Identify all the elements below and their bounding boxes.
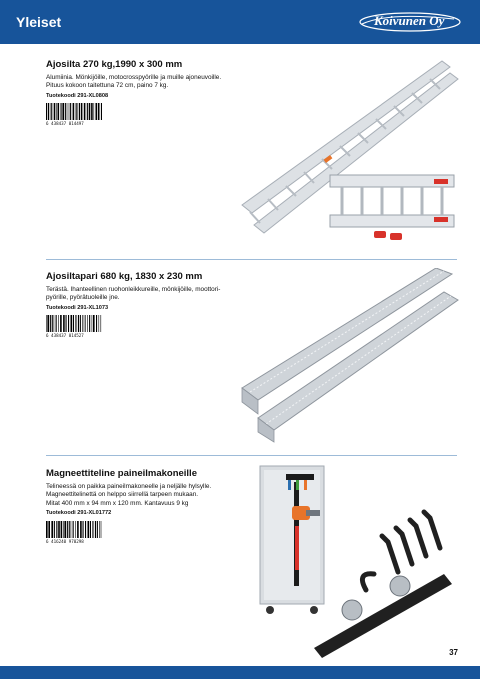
barcode-number: 6 438437 014527 bbox=[46, 333, 84, 339]
product-title: Ajosilta 270 kg,1990 x 300 mm bbox=[46, 59, 183, 70]
barcode-icon bbox=[46, 521, 102, 538]
product-code: Tuotekoodi 291-XL01772 bbox=[46, 510, 112, 517]
barcode-icon bbox=[46, 315, 102, 332]
barcode-number: 6 438437 014497 bbox=[46, 121, 84, 127]
barcode bbox=[46, 315, 102, 339]
product-ramp-aluminium bbox=[46, 59, 266, 127]
product-title: Ajosiltapari 680 kg, 1830 x 230 mm bbox=[46, 271, 203, 282]
barcode bbox=[46, 521, 102, 545]
footer-bar bbox=[0, 666, 480, 679]
barcode-icon bbox=[46, 103, 102, 120]
ramp-aluminium-image bbox=[238, 55, 460, 245]
logo-text: Koivunen Oy bbox=[374, 13, 445, 28]
product-ramp-pair-steel bbox=[46, 271, 266, 339]
product-description-line: Terästä. Ihanteellinen ruohonleikkureille, mönkijöille, moottori- bbox=[46, 286, 221, 293]
product-description-line: Magneettitelinettä on helppo siirrellä tarpeen mukaan. bbox=[46, 491, 199, 499]
product-code: Tuotekoodi 291-XL1073 bbox=[46, 304, 109, 311]
barcode-number: 6 416240 970298 bbox=[46, 538, 84, 544]
section-separator bbox=[46, 455, 457, 456]
product-title: Magneettiteline paineilmakoneille bbox=[46, 468, 197, 479]
barcode bbox=[46, 103, 102, 127]
page-number: 37 bbox=[449, 648, 458, 657]
product-code: Tuotekoodi 291-XL0808 bbox=[46, 92, 109, 99]
product-description-line: Telineessä on paikka paineilmakoneelle ja neljälle hylsylle. bbox=[46, 483, 212, 490]
product-magnetic-stand bbox=[46, 468, 266, 545]
header-bar bbox=[0, 0, 480, 44]
product-description-line: Alumiinia. Mönkijöille, motocrosspyörille ja muille ajoneuvoille. bbox=[46, 74, 222, 81]
magnetic-stand-image bbox=[256, 462, 460, 660]
company-logo bbox=[358, 10, 462, 34]
section-separator bbox=[46, 259, 457, 260]
section-title: Yleiset bbox=[16, 14, 62, 30]
ramp-pair-steel-image bbox=[238, 268, 460, 444]
product-description-line: Pituus kokoon taitettuna 72 cm, paino 7 kg. bbox=[46, 82, 169, 90]
product-description-line: Mitat 400 mm x 94 mm x 120 mm. Kantavuus 9 kg bbox=[46, 499, 189, 507]
product-description-line: pyörille, pyörätuoleille jne. bbox=[46, 294, 120, 302]
